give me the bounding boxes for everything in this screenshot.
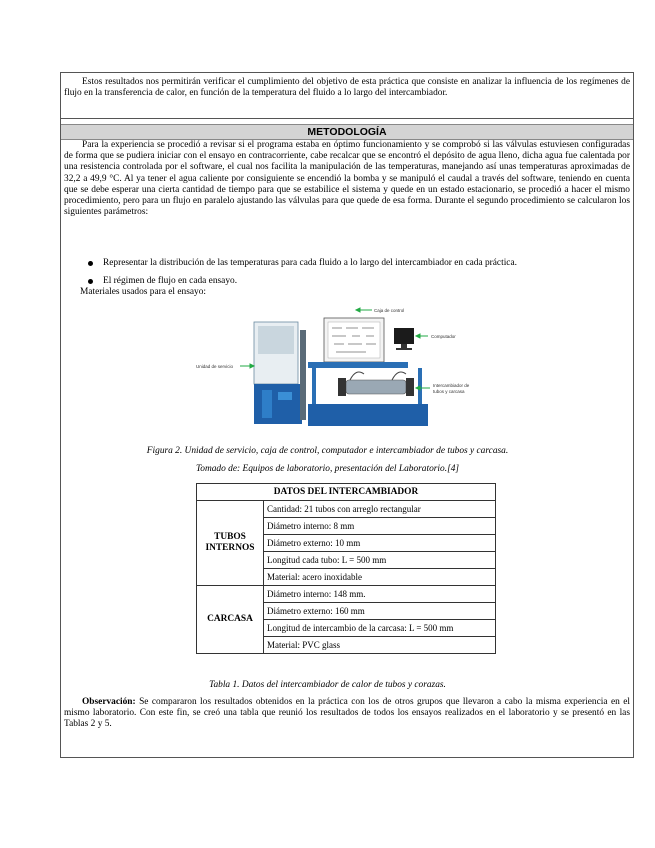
group-label: TUBOS INTERNOS [197, 501, 264, 586]
figure-source: Tomado de: Equipos de laboratorio, presentación del Laboratorio.[4] [195, 464, 460, 474]
table-cell: Longitud cada tubo: L = 500 mm [264, 552, 496, 569]
table-cell: Diámetro externo: 160 mm [264, 603, 496, 620]
observation-paragraph [64, 697, 630, 731]
observation-text: Se compararon los resultados obtenidos en la práctica con los de otros grupos que llevaron a cabo la misma experiencia en el mismo laboratorio. Con este fin, se creó una tabla que reunió los resultados de todos los ensayos realizados en el laboratorio y se presentó en las Tablas 2 y 5. [64, 697, 630, 730]
table-cell: Cantidad: 21 tubos con arreglo rectangular [264, 501, 496, 518]
methodology-paragraph: Para la experiencia se procedió a revisar si el programa estaba en óptimo funcionamiento y se comprobó si las válvulas estuviesen configuradas de forma que se pudiera iniciar con el ensayo en contracorriente, cabe recalcar que se encontró el depósito de agua lleno, dicha agua fue calentada por una resistencia controlada por el software, el cual nos facilita la manipulación de las temperaturas, manejando así unas temperaturas aproximadas de 32,2 a 49,9 °C. Al ya tener el agua caliente por consiguiente se encendió la bomba y se manipuló el caudal a través del software, teniendo en cuenta que se debe esperar una cierta cantidad de tiempo para que se estabilice el sistema y quede en un estado estacionario, se procedió a hacer el mismo procedimiento, pero para un flujo en paralelo ajustando las válvulas para que quede de esa forma. Durante el segundo procedimiento se calcularon los siguientes parámetros: [64, 140, 630, 218]
observation-label: Observación: [82, 697, 136, 707]
computer-monitor [394, 328, 414, 344]
table-cell: Material: PVC glass [264, 637, 496, 654]
table-cell: Diámetro interno: 148 mm. [264, 586, 496, 603]
materials-label: Materiales usados para el ensayo: [80, 287, 206, 297]
table-cell: Longitud de intercambio de la carcasa: L = 500 mm [264, 620, 496, 637]
bench-base [308, 404, 428, 426]
label-exchanger: Intercambiador de [433, 383, 470, 388]
table-cell: Diámetro externo: 10 mm [264, 535, 496, 552]
bullet-item: Representar la distribución de las temperaturas para cada fluido a lo largo del intercambiador en cada práctica. [103, 258, 517, 268]
section-heading: METODOLOGÍA [61, 124, 633, 140]
group-label: CARCASA [197, 586, 264, 654]
label-computer: Computador [431, 334, 456, 339]
label-control-box: Caja de control [374, 308, 405, 313]
equipment-figure [196, 300, 491, 432]
table-cell: Material: acero inoxidable [264, 569, 496, 586]
label-exchanger-2: tubos y carcasa [433, 389, 465, 394]
shell-and-tube-exchanger [346, 380, 406, 394]
table-cell: Diámetro interno: 8 mm [264, 518, 496, 535]
service-unit-tank [258, 326, 294, 354]
label-service-unit: Unidad de servicio [196, 364, 234, 369]
service-unit-base [254, 384, 302, 424]
intro-paragraph: Estos resultados nos permitirán verificar el cumplimiento del objetivo de esta práctica que consiste en analizar la influencia de los regímenes de flujo en la transferencia de calor, en función de la temperatura del fluido a lo largo del intercambiador. [64, 77, 630, 99]
section-divider [60, 118, 634, 119]
figure-caption: Figura 2. Unidad de servicio, caja de control, computador e intercambiador de tubos y carcasa. [146, 446, 509, 456]
table-caption: Tabla 1. Datos del intercambiador de calor de tubos y corazas. [209, 680, 446, 690]
table-header: DATOS DEL INTERCAMBIADOR [197, 484, 496, 501]
bullet-item: El régimen de flujo en cada ensayo. [103, 276, 238, 286]
exchanger-data-table [196, 483, 496, 654]
